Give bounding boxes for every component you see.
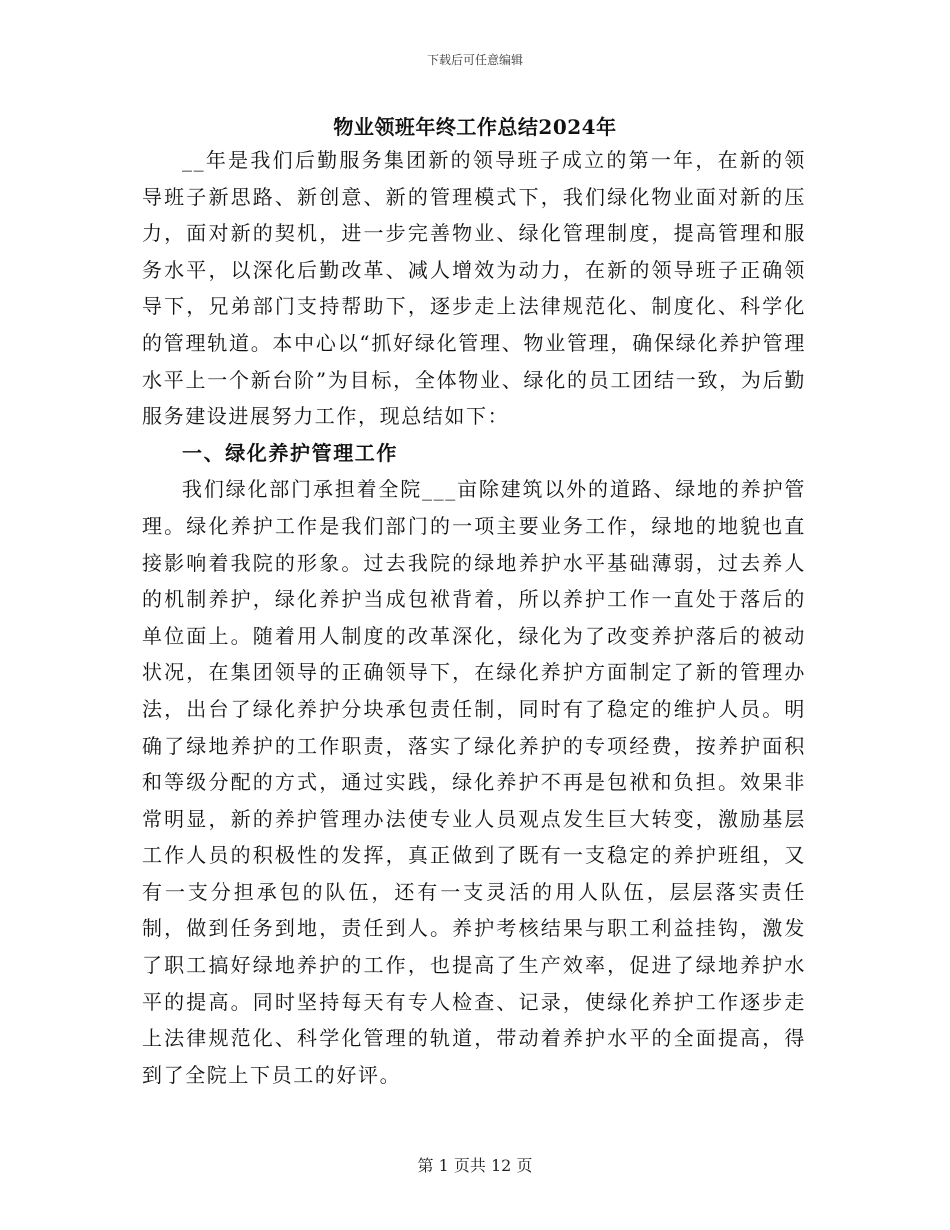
intro-paragraph: __年是我们后勤服务集团新的领导班子成立的第一年，在新的领导班子新思路、新创意、新的管理模式下，我们绿化物业面对新的压力，面对新的契机，进一步完善物业、绿化管理制度，提高管理和服务水平，以深化后勤改革、减人增效为动力，在新的领导班子正确领导下，兄弟部门支持帮助下，逐步走上法律规范化、制度化、科学化的管理轨道。本中心以“抓好绿化管理、物业管理，确保绿化养护管理水平上一个新台阶”为目标，全体物业、绿化的员工团结一致，为后勤服务建设进展努力工作，现总结如下： — [142, 148, 806, 429]
document-title: 物业领班年终工作总结2024年 — [333, 115, 617, 139]
document-body — [142, 142, 806, 1093]
page-number-footer: 第 1 页共 12 页 — [417, 1156, 533, 1175]
section-heading-greening: 一、绿化养护管理工作 — [182, 440, 398, 465]
section-paragraph-greening: 我们绿化部门承担着全院___亩除建筑以外的道路、绿地的养护管理。绿化养护工作是我们部门的一项主要业务工作，绿地的地貌也直接影响着我院的形象。过去我院的绿地养护水平基础薄弱，过去养人的机制养护，绿化养护当成包袱背着，所以养护工作一直处于落后的单位面上。随着用人制度的改革深化，绿化为了改变养护落后的被动状况，在集团领导的正确领导下，在绿化养护方面制定了新的管理办法，出台了绿化养护分块承包责任制，同时有了稳定的维护人员。明确了绿地养护的工作职责，落实了绿化养护的专项经费，按养护面积和等级分配的方式，通过实践，绿化养护不再是包袱和负担。效果非常明显，新的养护管理办法使专业人员观点发生巨大转变，激励基层工作人员的积极性的发挥，真正做到了既有一支稳定的养护班组，又有一支分担承包的队伍，还有一支灵活的用人队伍，层层落实责任制，做到任务到地，责任到人。养护考核结果与职工利益挂钩，激发了职工搞好绿地养护的工作，也提高了生产效率，促进了绿地养护水平的提高。同时坚持每天有专人检查、记录，使绿化养护工作逐步走上法律规范化、科学化管理的轨道，带动着养护水平的全面提高，得到了全院上下员工的好评。 — [142, 477, 806, 1087]
page-header-note: 下载后可任意编辑 — [426, 53, 523, 67]
